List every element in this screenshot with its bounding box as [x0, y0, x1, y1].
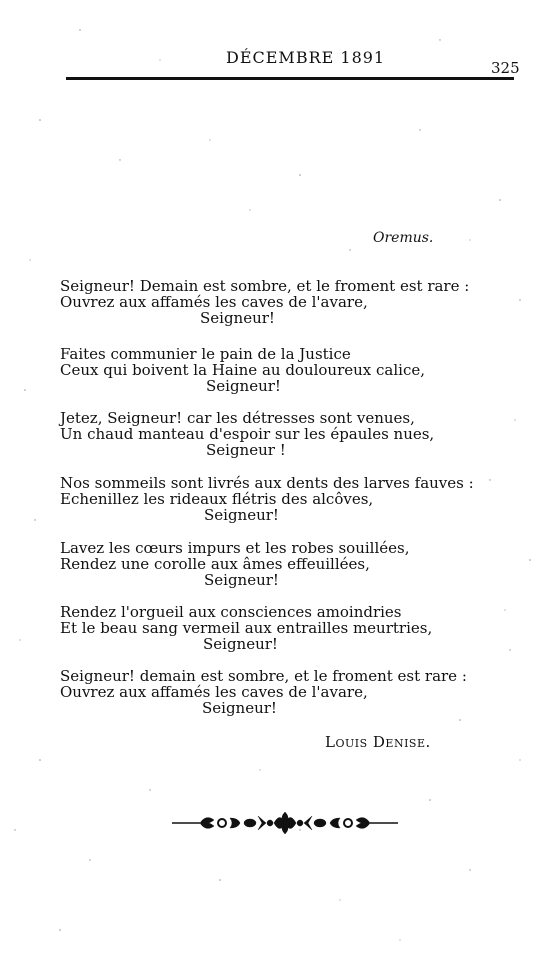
stanza-4 — [60, 475, 480, 523]
stanza-line: Ouvrez aux affamés les caves de l'avare, — [60, 683, 368, 701]
stanza-refrain: Seigneur! — [202, 699, 277, 717]
stanza-line: Echenillez les rideaux flétris des alcôves, — [60, 490, 374, 508]
stanza-5 — [60, 540, 480, 588]
stanza-6 — [60, 604, 480, 652]
stanza-line: Faites communier le pain de la Justice — [60, 345, 351, 363]
stanza-line: Un chaud manteau d'espoir sur les épaules nues, — [60, 425, 435, 443]
header-rule — [66, 77, 514, 80]
stanza-refrain: Seigneur ! — [206, 441, 286, 459]
running-header-title: DÉCEMBRE 1891 — [226, 48, 386, 67]
poem-title: Oremus. — [373, 230, 434, 246]
stanza-line: Ouvrez aux affamés les caves de l'avare, — [60, 293, 368, 311]
stanza-line: Rendez l'orgueil aux consciences amoindries — [60, 603, 402, 621]
stanza-line: Lavez les cœurs impurs et les robes souillées, — [60, 539, 410, 557]
stanza-line: Nos sommeils sont livrés aux dents des larves fauves : — [60, 474, 474, 492]
stanza-1 — [60, 278, 480, 326]
stanza-line: Ceux qui boivent la Haine au douloureux calice, — [60, 361, 426, 379]
stanza-refrain: Seigneur! — [204, 571, 279, 589]
stanza-line: Jetez, Seigneur! car les détresses sont venues, — [60, 409, 415, 427]
page-number: 325 — [491, 59, 520, 77]
stanza-line: Rendez une corolle aux âmes effeuillées, — [60, 555, 370, 573]
stanza-refrain: Seigneur! — [204, 506, 279, 524]
stanza-3 — [60, 410, 480, 458]
stanza-refrain: Seigneur! — [206, 377, 281, 395]
stanza-refrain: Seigneur! — [203, 635, 278, 653]
author-signature: Louis Denise. — [325, 733, 431, 751]
fleuron-ornament-icon — [170, 808, 400, 838]
stanza-refrain: Seigneur! — [200, 309, 275, 327]
stanza-2 — [60, 346, 480, 394]
stanza-line: Seigneur! demain est sombre, et le froment est rare : — [60, 667, 467, 685]
stanza-7 — [60, 668, 480, 716]
stanza-line: Seigneur! Demain est sombre, et le froment est rare : — [60, 277, 470, 295]
stanza-line: Et le beau sang vermeil aux entrailles meurtries, — [60, 619, 433, 637]
